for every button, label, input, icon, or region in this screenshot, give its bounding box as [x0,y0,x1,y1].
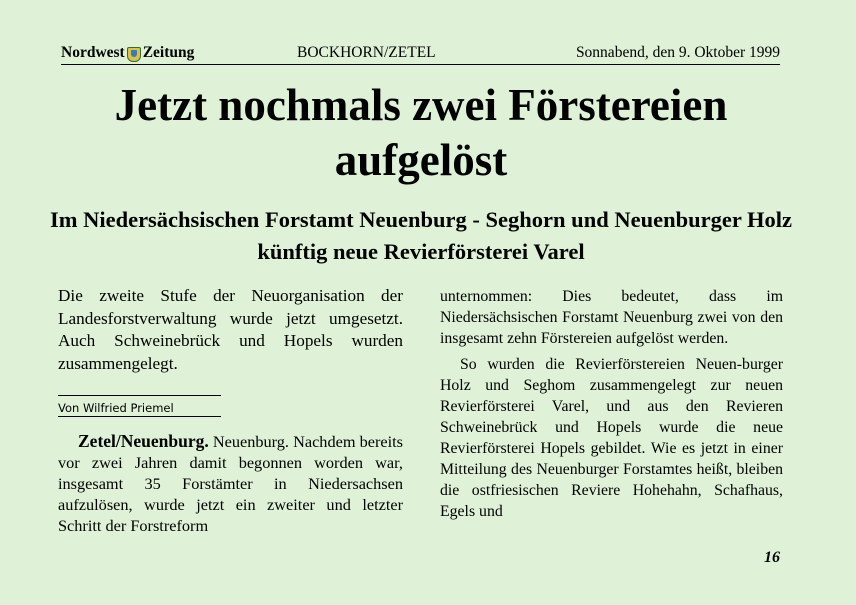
section-name: BOCKHORN/ZETEL [297,44,436,61]
article-body-left [58,431,403,536]
article-column-left [58,285,403,536]
article-body-left-text: Neuenburg. Nachdem bereits vor zwei Jahren damit begonnen worden war, insgesamt 35 Forstämter in Niedersachsen aufzulösen, wurde jetzt ein zweiter und letzter Schritt der Forstreform [58,432,403,535]
masthead [61,44,780,65]
article-dateline: Zetel/Neuenburg. [78,431,209,451]
page-number: 16 [764,549,780,566]
article-column-right [440,286,783,522]
article-headline: Jetzt nochmals zwei Förstereien aufgelöst [114,80,728,185]
coat-of-arms-icon [127,47,141,62]
issue-date: Sonnabend, den 9. Oktober 1999 [575,44,780,61]
article-subheadline: Im Niedersächsischen Forstamt Neuenburg - Seghorn und Neuenburger Holz künftig neue Revierförsterei Varel [49,207,793,264]
brand-name-right: Zeitung [142,44,195,61]
article-byline: Von Wilfried Priemel [58,399,221,417]
article-body-right-paragraph-2: So wurden die Revierförstereien Neuen-burger Holz und Seghom zusammengelegt zur neuen Revierförsterei Varel, und aus den Revieren Schweinebrück und Hopels wurde die neue Revierförsterei Hopels gebildet. Wie es jetzt in einer Mitteilung des Neuenburger Forstamtes heißt, bleiben die ostfriesischen Reviere Hohehahn, Schafhaus, Egels und [440,356,783,520]
article-lede: Die zweite Stufe der Neuorganisation der Landesforstverwaltung wurde jetzt umgesetzt. Auch Schweinebrück und Hopels wurden zusammengelegt. [58,286,403,373]
byline-rule [58,395,221,396]
brand-name-left: Nordwest [61,44,125,61]
newspaper-brand [61,44,194,62]
article-body-right-paragraph-1: unternommen: Dies bedeutet, dass im Niedersächsischen Forstamt Neuenburg zwei von den insgesamt zehn Förstereien aufgelöst werden. [440,288,783,347]
